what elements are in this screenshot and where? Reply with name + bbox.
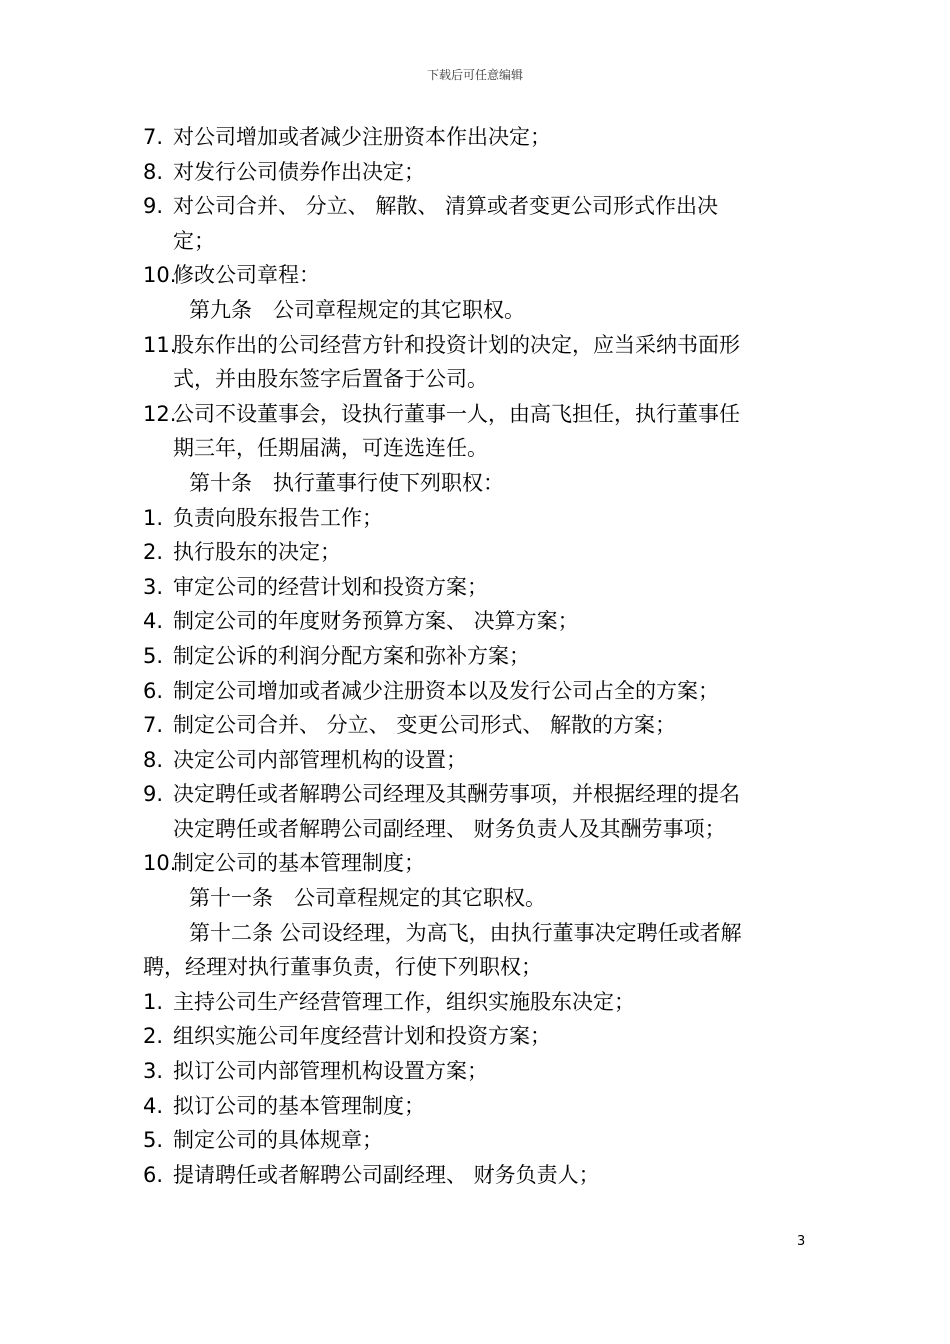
- list-item-continuation: [143, 431, 811, 466]
- list-item-continuation: [143, 224, 811, 259]
- list-item: [143, 846, 811, 881]
- list-item-continuation: [143, 812, 811, 847]
- item-text: 负责向股东报告工作；: [173, 505, 383, 530]
- item-text: 对公司增加或者减少注册资本作出决定；: [173, 125, 551, 149]
- item-number: 6.: [143, 678, 164, 703]
- document-body: [143, 120, 811, 1192]
- list-item: [143, 674, 811, 709]
- item-number: 7.: [143, 125, 164, 149]
- item-text: 提请聘任或者解聘公司副经理、 财务负责人；: [173, 1162, 600, 1187]
- article-text: 第九条 公司章程规定的其它职权。: [189, 297, 525, 322]
- item-text: 制定公司的基本管理制度；: [173, 851, 425, 876]
- item-text: 公司不设董事会，设执行董事一人，由高飞担任，执行董事任: [173, 401, 740, 426]
- list-item: [143, 501, 811, 536]
- list-item: [143, 258, 811, 293]
- item-text: 制定公司的年度财务预算方案、 决算方案；: [173, 609, 579, 634]
- item-number: 5.: [143, 1128, 164, 1153]
- item-text: 对发行公司债券作出决定；: [173, 159, 425, 184]
- page-number: 3: [797, 1234, 806, 1249]
- item-number: 4.: [143, 609, 164, 634]
- item-number: 3.: [143, 1059, 164, 1084]
- item-text: 拟订公司的基本管理制度；: [173, 1093, 425, 1118]
- item-text: 定；: [173, 228, 215, 253]
- paragraph-text: 聘，经理对执行董事负责，行使下列职权；: [143, 955, 542, 980]
- item-text: 制定公司的具体规章；: [173, 1128, 383, 1153]
- item-text: 制定公司增加或者减少注册资本以及发行公司占全的方案；: [173, 678, 719, 703]
- item-number: 9.: [143, 194, 164, 219]
- list-item: [143, 1054, 811, 1089]
- item-text: 执行股东的决定；: [173, 540, 341, 565]
- paragraph-continuation: [143, 950, 811, 985]
- list-item: [143, 397, 811, 432]
- item-number: 10.: [143, 851, 177, 876]
- item-text: 组织实施公司年度经营计划和投资方案；: [173, 1024, 551, 1049]
- list-item: [143, 1089, 811, 1124]
- item-number: 8.: [143, 747, 164, 772]
- article-heading: [143, 916, 811, 951]
- list-item-continuation: [143, 362, 811, 397]
- list-item: [143, 535, 811, 570]
- list-item: [143, 570, 811, 605]
- item-number: 12.: [143, 401, 177, 426]
- item-number: 9.: [143, 782, 164, 807]
- item-number: 1.: [143, 989, 164, 1014]
- item-text: 决定聘任或者解聘公司副经理、 财务负责人及其酬劳事项；: [173, 816, 726, 841]
- list-item: [143, 743, 811, 778]
- list-item: [143, 155, 811, 190]
- item-number: 2.: [143, 1024, 164, 1049]
- article-heading: [143, 293, 811, 328]
- list-item: [143, 120, 811, 155]
- item-number: 4.: [143, 1093, 164, 1118]
- list-item: [143, 189, 811, 224]
- article-text: 第十二条 公司设经理，为高飞，由执行董事决定聘任或者解: [189, 920, 742, 945]
- item-number: 3.: [143, 574, 164, 599]
- item-text: 修改公司章程：: [173, 263, 320, 288]
- item-text: 主持公司生产经营管理工作，组织实施股东决定；: [173, 989, 635, 1014]
- list-item: [143, 328, 811, 363]
- list-item: [143, 639, 811, 674]
- item-text: 制定公诉的利润分配方案和弥补方案；: [173, 643, 530, 668]
- item-number: 11.: [143, 332, 177, 357]
- item-number: 2.: [143, 540, 164, 565]
- item-text: 审定公司的经营计划和投资方案；: [173, 574, 488, 599]
- article-heading: [143, 881, 811, 916]
- page-header-note: 下载后可任意编辑: [426, 68, 523, 82]
- item-text: 制定公司合并、 分立、 变更公司形式、 解散的方案；: [173, 713, 677, 738]
- list-item: [143, 777, 811, 812]
- list-item: [143, 1158, 811, 1193]
- item-text: 决定公司内部管理机构的设置；: [173, 747, 467, 772]
- item-number: 1.: [143, 505, 164, 530]
- item-text: 股东作出的公司经营方针和投资计划的决定，应当采纳书面形: [173, 332, 740, 357]
- list-item: [143, 708, 811, 743]
- item-number: 5.: [143, 643, 164, 668]
- article-text: 第十条 执行董事行使下列职权：: [189, 470, 504, 495]
- item-text: 对公司合并、 分立、 解散、 清算或者变更公司形式作出决: [173, 194, 719, 219]
- list-item: [143, 1019, 811, 1054]
- item-number: 7.: [143, 713, 164, 738]
- article-heading: [143, 466, 811, 501]
- item-text: 拟订公司内部管理机构设置方案；: [173, 1059, 488, 1084]
- item-text: 式，并由股东签字后置备于公司。: [173, 367, 488, 392]
- item-number: 6.: [143, 1162, 164, 1187]
- item-text: 决定聘任或者解聘公司经理及其酬劳事项，并根据经理的提名: [173, 782, 740, 807]
- item-number: 8.: [143, 159, 164, 184]
- item-text: 期三年，任期届满，可连选连任。: [173, 436, 488, 461]
- list-item: [143, 985, 811, 1020]
- list-item: [143, 604, 811, 639]
- list-item: [143, 1123, 811, 1158]
- item-number: 10.: [143, 263, 177, 288]
- article-text: 第十一条 公司章程规定的其它职权。: [189, 886, 546, 911]
